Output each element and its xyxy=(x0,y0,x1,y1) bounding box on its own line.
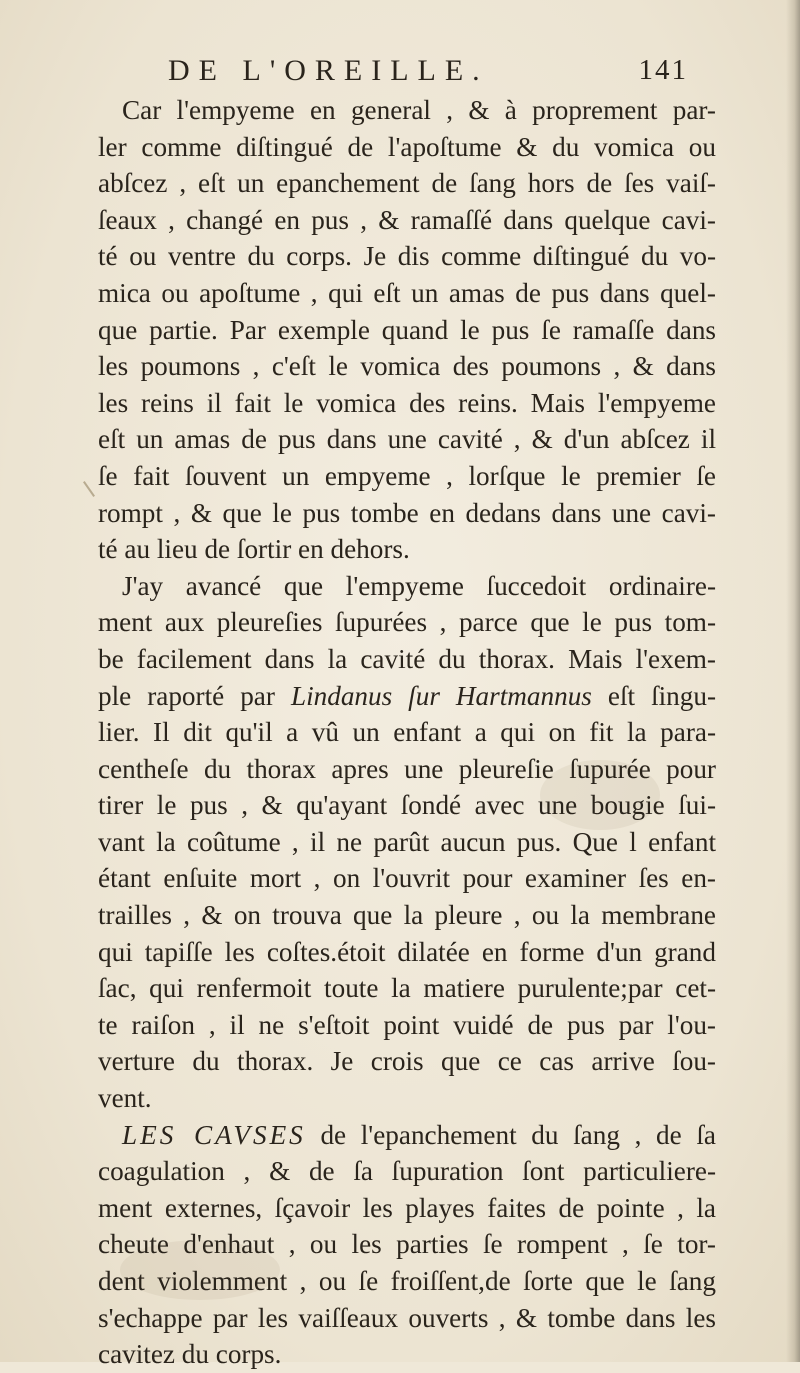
text-line xyxy=(98,1300,716,1337)
text-line xyxy=(98,348,716,385)
line-text: ple raporté par xyxy=(98,680,275,711)
text-line xyxy=(98,1336,716,1373)
line-text: eſt un amas de pus dans une cavité , & d'un abſcez il xyxy=(98,424,716,455)
text-line xyxy=(98,934,716,971)
text-line xyxy=(98,714,716,751)
page-edge-shadow xyxy=(786,0,800,1362)
margin-mark xyxy=(83,481,95,497)
text-line xyxy=(98,824,716,861)
line-text: que partie. Par exemple quand le pus ſe ramaſſe dans xyxy=(98,314,716,345)
line-text: rompt , & que le pus tombe en dedans dans une cavi- xyxy=(98,497,716,528)
line-text: Car l'empyeme en general , & à proprement par- xyxy=(122,95,716,125)
text-line xyxy=(98,678,716,715)
line-text: ment externes, ſçavoir les playes faites de pointe , la xyxy=(98,1192,716,1223)
running-header xyxy=(168,50,688,94)
line-text: cheute d'enhaut , ou les parties ſe rompent , ſe tor- xyxy=(98,1229,716,1260)
text-line xyxy=(98,1153,716,1190)
line-text: te raiſon , il ne s'eſtoit point vuidé de pus par l'ou- xyxy=(98,1009,716,1040)
line-text: dent violemment , ou ſe froiſſent,de ſorte que le ſang xyxy=(98,1266,716,1296)
text-line xyxy=(98,312,716,349)
line-text: étant enſuite mort , on l'ouvrit pour examiner ſes en- xyxy=(98,863,716,894)
text-line xyxy=(98,787,716,824)
text-line xyxy=(98,897,716,934)
text-line xyxy=(98,1117,716,1154)
cited-author: Lindanus ſur Hartmannus xyxy=(290,680,592,711)
line-text: cavitez du corps. xyxy=(98,1339,282,1370)
line-text: ſeaux , changé en pus , & ramaſſé dans quelque cavi- xyxy=(98,204,716,235)
text-line xyxy=(98,421,716,458)
line-text: J'ay avancé que l'empyeme ſuccedoit ordinaire- xyxy=(122,570,716,601)
line-text: coagulation , & de ſa ſupuration ſont particuliere- xyxy=(98,1156,716,1187)
line-text: verture du thorax. Je crois que ce cas arrive ſou- xyxy=(98,1046,716,1077)
text-line xyxy=(98,202,716,239)
text-line xyxy=(98,568,716,605)
text-line xyxy=(98,385,716,422)
line-text: centheſe du thorax apres une pleureſie ſupurée pour xyxy=(98,753,716,784)
line-text: lier. Il dit qu'il a vû un enfant a qui on fit la para- xyxy=(98,717,716,748)
text-line xyxy=(98,1043,716,1080)
text-line xyxy=(98,751,716,788)
line-text: les reins il fait le vomica des reins. Mais l'empyeme xyxy=(98,387,716,418)
line-text: ler comme diſtingué de l'apoſtume & du vomica ou xyxy=(98,131,716,162)
text-line xyxy=(98,1007,716,1044)
text-line xyxy=(98,129,716,166)
text-line xyxy=(98,238,716,275)
text-line xyxy=(98,1263,716,1300)
page-number: 141 xyxy=(638,54,688,86)
text-line xyxy=(98,604,716,641)
line-text: be facilement dans la cavité du thorax. Mais l'exem- xyxy=(98,643,716,674)
line-text: vent. xyxy=(98,1083,152,1114)
line-text: té ou ventre du corps. Je dis comme diſtingué du vo- xyxy=(98,241,716,272)
text-line xyxy=(98,275,716,312)
line-text: s'echappe par les vaiſſeaux ouverts , & tombe dans les xyxy=(98,1302,716,1333)
text-line xyxy=(98,531,716,568)
text-line xyxy=(98,495,716,532)
line-text-continued: de l'epanchement du ſang , de ſa xyxy=(305,1119,716,1150)
line-text: mica ou apoſtume , qui eſt un amas de pus dans quel- xyxy=(98,277,716,308)
text-line xyxy=(98,92,716,129)
text-line xyxy=(98,970,716,1007)
text-line xyxy=(98,641,716,678)
text-line xyxy=(98,1190,716,1227)
line-text: ment aux pleureſies ſupurées , parce que le pus tom- xyxy=(98,607,716,638)
line-text: les poumons , c'eſt le vomica des poumons , & dans xyxy=(98,351,716,382)
text-line xyxy=(98,860,716,897)
text-line xyxy=(98,1226,716,1263)
line-text: abſcez , eſt un epanchement de ſang hors de ſes vaiſ- xyxy=(98,168,716,199)
line-text: té au lieu de ſortir en dehors. xyxy=(98,534,410,565)
line-text: tirer le pus , & qu'ayant ſondé avec une bougie ſui- xyxy=(98,790,716,821)
body-text xyxy=(98,92,716,1373)
running-title: DE L'OREILLE. xyxy=(168,54,489,87)
line-text: ſac, qui renfermoit toute la matiere purulente;par cet- xyxy=(98,973,716,1004)
text-line xyxy=(98,1080,716,1117)
line-text: vant la coûtume , il ne parût aucun pus. Que l enfant xyxy=(98,826,716,857)
line-text-continued: eſt ſingu- xyxy=(591,680,717,711)
text-line xyxy=(98,165,716,202)
line-text: ſe fait ſouvent un empyeme , lorſque le premier ſe xyxy=(98,460,716,491)
section-heading: LES CAVSES xyxy=(122,1119,306,1150)
line-text: qui tapiſſe les coſtes.étoit dilatée en forme d'un grand xyxy=(98,936,716,967)
line-text: trailles , & on trouva que la pleure , ou la membrane xyxy=(98,900,716,931)
text-line xyxy=(98,458,716,495)
